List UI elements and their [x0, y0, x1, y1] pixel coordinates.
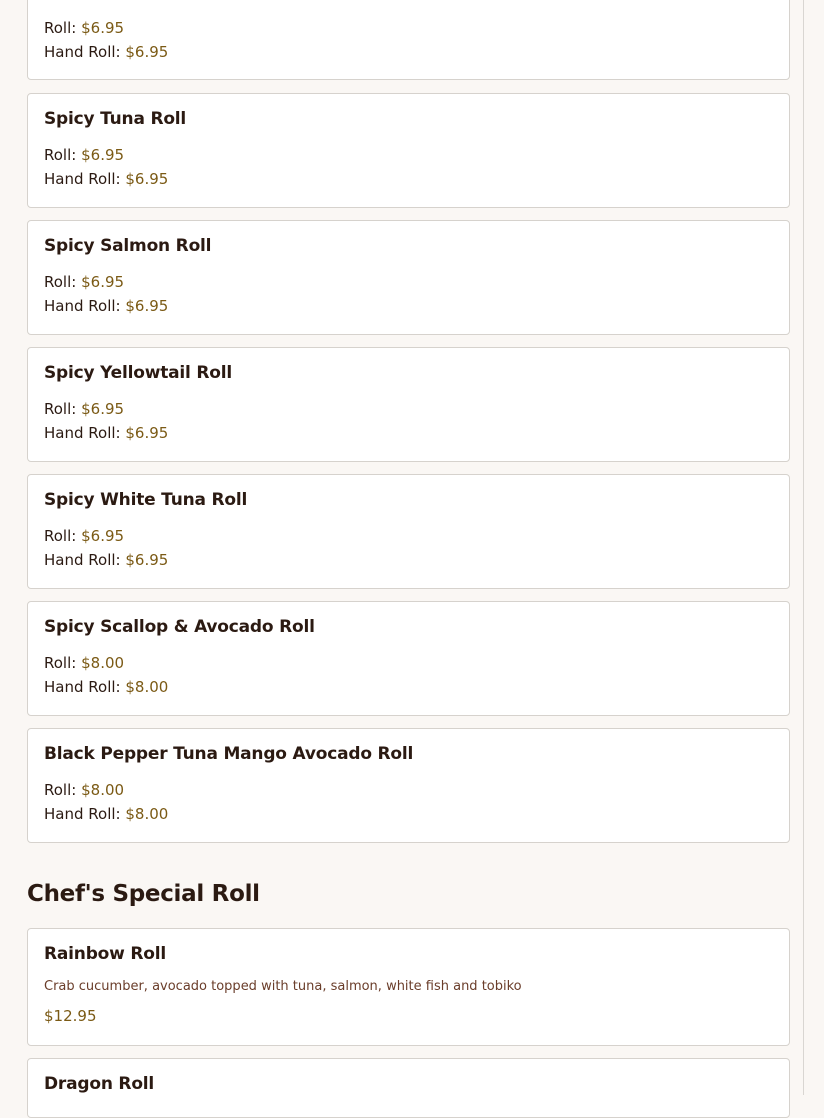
price-value: $6.95 — [81, 527, 125, 545]
item-description: Crab cucumber, avocado topped with tuna, salmon, white fish and tobiko — [44, 979, 522, 994]
hand-roll-price — [44, 678, 168, 696]
price-label: Hand Roll: — [44, 805, 121, 823]
roll-price — [44, 527, 124, 545]
price-value: $8.00 — [125, 678, 169, 696]
price-value: $6.95 — [81, 146, 125, 164]
roll-price — [44, 654, 124, 672]
price-value: $6.95 — [125, 551, 169, 569]
price-value: $6.95 — [125, 424, 169, 442]
item-name: Spicy Salmon Roll — [44, 236, 212, 256]
price-value: $6.95 — [125, 43, 169, 61]
price-label: Hand Roll: — [44, 43, 121, 61]
price-value: $6.95 — [81, 273, 125, 291]
menu-item-card — [27, 220, 790, 335]
price-label: Roll: — [44, 781, 77, 799]
hand-roll-price — [44, 297, 168, 315]
item-price — [44, 1007, 97, 1025]
price-label: Hand Roll: — [44, 424, 121, 442]
item-name: Spicy Scallop & Avocado Roll — [44, 617, 315, 637]
price-label: Roll: — [44, 527, 77, 545]
price-value: $6.95 — [81, 400, 125, 418]
menu-item-card — [27, 601, 790, 716]
price-label: Hand Roll: — [44, 170, 121, 188]
price-value: $6.95 — [81, 19, 125, 37]
roll-price — [44, 146, 124, 164]
hand-roll-price — [44, 43, 168, 61]
hand-roll-price — [44, 551, 168, 569]
item-name: Dragon Roll — [44, 1074, 155, 1094]
menu-item-card — [27, 474, 790, 589]
price-value: $8.00 — [81, 781, 125, 799]
item-name: Spicy Yellowtail Roll — [44, 363, 233, 383]
item-name: Black Pepper Tuna Mango Avocado Roll — [44, 744, 414, 764]
roll-price — [44, 273, 124, 291]
menu-item-card — [27, 0, 790, 80]
price-label: Hand Roll: — [44, 297, 121, 315]
price-label: Roll: — [44, 654, 77, 672]
price-label: Roll: — [44, 400, 77, 418]
price-label: Roll: — [44, 19, 77, 37]
price-label: Hand Roll: — [44, 678, 121, 696]
price-label: Roll: — [44, 273, 77, 291]
price-label: Hand Roll: — [44, 551, 121, 569]
price-value: $8.00 — [125, 805, 169, 823]
price-value: $6.95 — [125, 297, 169, 315]
hand-roll-price — [44, 805, 168, 823]
menu-item-card — [27, 1058, 790, 1118]
price-value: $8.00 — [81, 654, 125, 672]
item-name: Rainbow Roll — [44, 944, 166, 964]
roll-price — [44, 781, 124, 799]
menu-item-card — [27, 347, 790, 462]
item-name: Spicy Tuna Roll — [44, 109, 187, 129]
price-value: $6.95 — [125, 170, 169, 188]
price-label: Roll: — [44, 146, 77, 164]
price-value: $12.95 — [44, 1007, 97, 1025]
menu-item-card — [27, 93, 790, 208]
menu-item-card — [27, 728, 790, 843]
roll-price — [44, 400, 124, 418]
hand-roll-price — [44, 424, 168, 442]
hand-roll-price — [44, 170, 168, 188]
item-name: Spicy White Tuna Roll — [44, 490, 248, 510]
section-heading: Chef's Special Roll — [27, 881, 260, 907]
roll-price — [44, 19, 124, 37]
menu-item-card — [27, 928, 790, 1046]
